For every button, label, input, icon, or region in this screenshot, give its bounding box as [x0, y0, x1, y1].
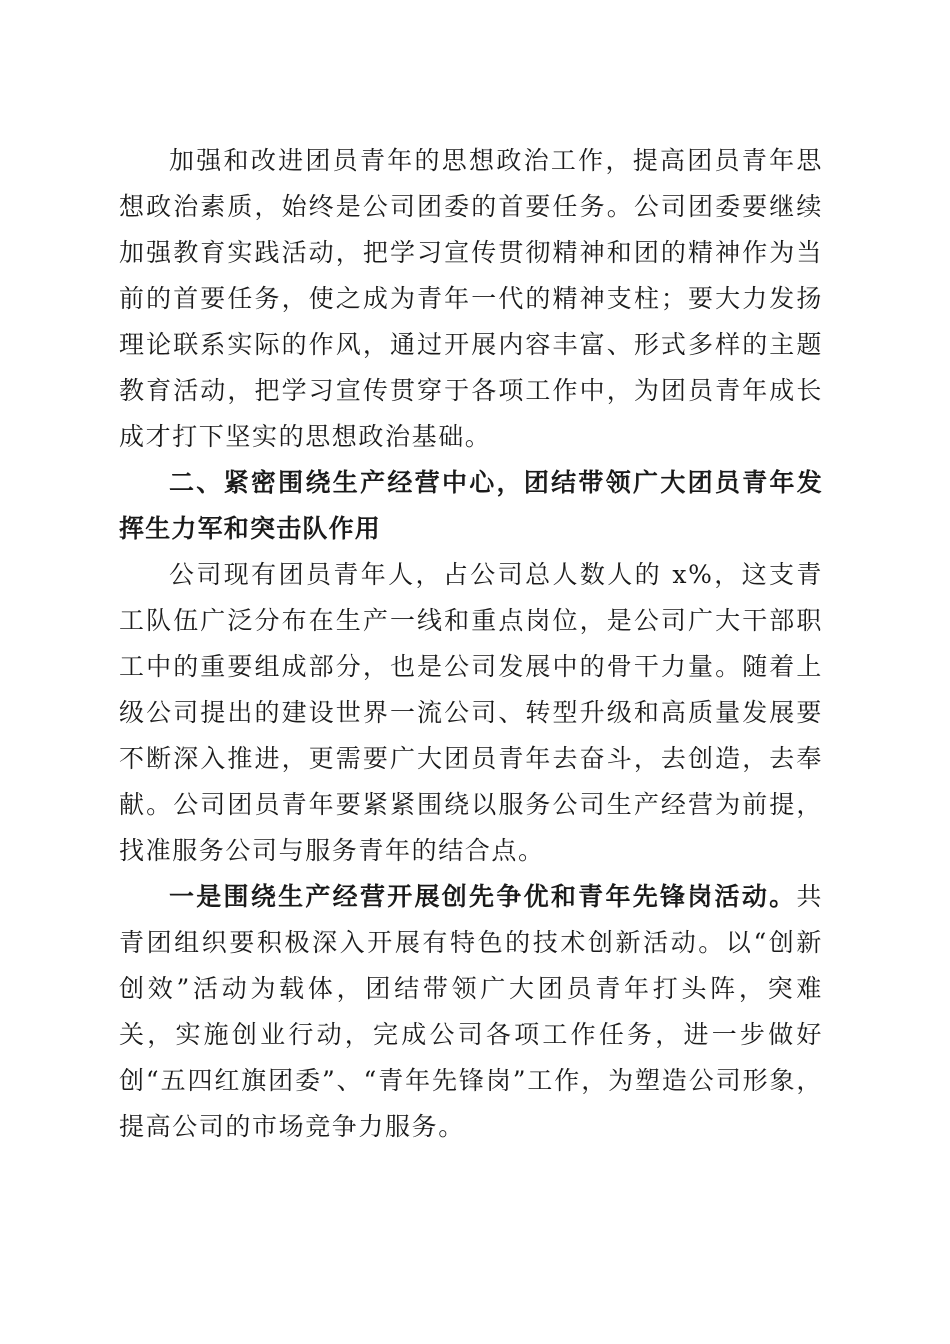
body-paragraph: 公司现有团员青年人，占公司总人数人的 x%，这支青工队伍广泛分布在生产一线和重点岗位，是公司广大干部职工中的重要组成部分，也是公司发展中的骨干力量。随着上级公司提出的建设世界一流公司、转型升级和高质量发展要不断深入推进，更需要广大团员青年去奋斗，去创造，去奉献。公司团员青年要紧紧围绕以服务公司生产经营为前提，找准服务公司与服务青年的结合点。	[119, 560, 823, 865]
body-paragraph	[119, 874, 823, 1150]
paragraph-body-text: 共青团组织要积极深入开展有特色的技术创新活动。以“创新创效”活动为载体，团结带领广大团员青年打头阵，突难关，实施创业行动，完成公司各项工作任务，进一步做好创“五四红旗团委”、“青年先锋岗”工作，为塑造公司形象，提高公司的市场竞争力服务。	[119, 882, 823, 1141]
section-heading: 二、紧密围绕生产经营中心，团结带领广大团员青年发挥生力军和突击队作用	[119, 468, 823, 543]
body-paragraph: 加强和改进团员青年的思想政治工作，提高团员青年思想政治素质，始终是公司团委的首要任务。公司团委要继续加强教育实践活动，把学习宣传贯彻精神和团的精神作为当前的首要任务，使之成为青年一代的精神支柱；要大力发扬理论联系实际的作风，通过开展内容丰富、形式多样的主题教育活动，把学习宣传贯穿于各项工作中，为团员青年成长成才打下坚实的思想政治基础。	[119, 146, 823, 451]
paragraph-lead-sentence: 一是围绕生产经营开展创先争优和青年先锋岗活动。	[169, 882, 797, 911]
document-page	[119, 138, 823, 1150]
